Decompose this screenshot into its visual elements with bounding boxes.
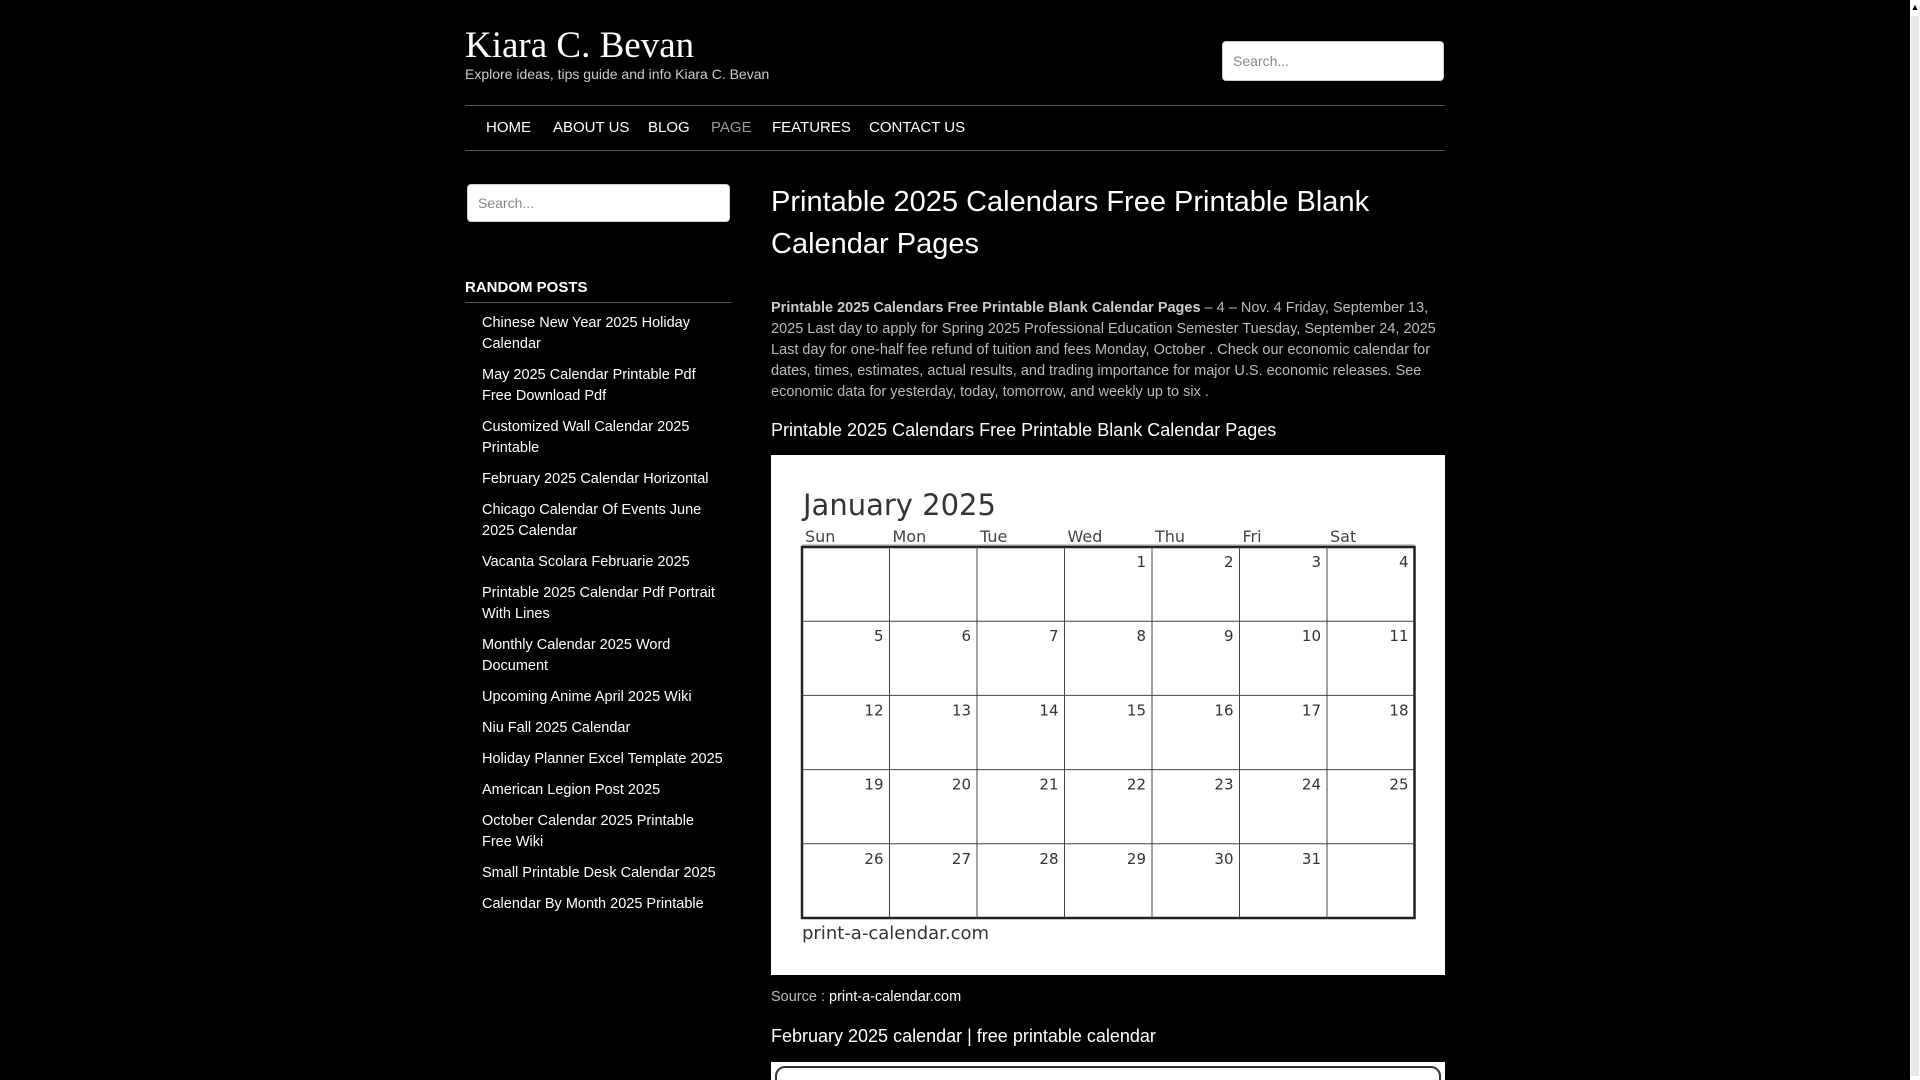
calendar-weekday-label: Thu: [1155, 527, 1186, 546]
calendar-day-number: 22: [1126, 775, 1146, 794]
nav-contact-us[interactable]: CONTACT US: [869, 119, 966, 136]
header-search-input[interactable]: Search...: [1222, 41, 1444, 81]
nav-home[interactable]: HOME: [486, 119, 531, 136]
calendar-day-number: 16: [1214, 701, 1234, 720]
image-heading: Printable 2025 Calendars Free Printable Blank Calendar Pages: [771, 420, 1277, 440]
calendar-day-number: 2: [1223, 553, 1234, 571]
calendar-footer-text: print-a-calendar.com: [802, 923, 990, 944]
calendar-day-number: 24: [1301, 775, 1321, 794]
calendar-weekday-label: Tue: [980, 527, 1008, 546]
main-nav: [465, 105, 1445, 151]
calendar-day-number: 3: [1311, 553, 1321, 571]
calendar-day-number: 9: [1223, 627, 1234, 646]
calendar-day-number: 31: [1301, 849, 1321, 868]
calendar-day-number: 18: [1389, 701, 1409, 720]
random-post-link[interactable]: Holiday Planner Excel Template 2025: [482, 751, 723, 767]
calendar-month-title: January 2025: [803, 488, 996, 522]
calendar-day-number: 12: [864, 701, 884, 720]
calendar-day-number: 4: [1398, 553, 1409, 571]
random-post-link[interactable]: Printable 2025 Calendar Pdf Portrait With Lines: [482, 585, 715, 622]
random-post-link[interactable]: American Legion Post 2025: [482, 782, 661, 798]
sidebar-search-input[interactable]: Search...: [467, 184, 730, 222]
post-intro-bold: Printable 2025 Calendars Free Printable Blank Calendar Pages: [771, 300, 1201, 316]
calendar-day-number: 8: [1136, 627, 1146, 646]
calendar-day-number: 7: [1048, 627, 1059, 646]
calendar-day-number: 28: [1039, 849, 1059, 868]
source-label: Source :: [771, 989, 830, 1005]
calendar-day-number: 26: [864, 849, 884, 868]
random-post-link[interactable]: Chicago Calendar Of Events June 2025 Calendar: [482, 502, 702, 539]
random-post-link[interactable]: May 2025 Calendar Printable Pdf Free Download Pdf: [482, 367, 696, 404]
site-brand: [465, 24, 769, 82]
second-calendar-frame: [775, 1066, 1441, 1080]
calendar-weekday-label: Sat: [1330, 527, 1357, 546]
scroll-up-icon[interactable]: ▲: [1910, 2, 1920, 12]
calendar-day-number: 29: [1126, 849, 1146, 868]
calendar-day-number: 21: [1039, 775, 1059, 794]
calendar-day-number: 10: [1301, 627, 1321, 646]
random-post-link[interactable]: February 2025 Calendar Horizontal: [482, 471, 709, 487]
nav-features[interactable]: FEATURES: [772, 119, 851, 136]
calendar-day-number: 14: [1039, 701, 1059, 720]
calendar-day-number: 13: [951, 701, 971, 720]
calendar-day-number: 17: [1301, 701, 1321, 720]
calendar-svg: [771, 455, 1445, 975]
calendar-day-number: 11: [1389, 627, 1409, 646]
random-post-link[interactable]: Niu Fall 2025 Calendar: [482, 720, 631, 736]
random-post-link[interactable]: Small Printable Desk Calendar 2025: [482, 865, 716, 881]
post-title: Printable 2025 Calendars Free Printable Blank Calendar Pages: [771, 186, 1370, 260]
source-link[interactable]: print-a-calendar.com: [829, 989, 962, 1005]
calendar-day-number: 15: [1126, 701, 1146, 720]
site-tagline: Explore ideas, tips guide and info Kiara C. Bevan: [465, 66, 770, 82]
calendar-weekday-label: Fri: [1242, 527, 1262, 546]
calendar-day-number: 30: [1214, 849, 1234, 868]
calendar-day-number: 20: [951, 775, 971, 794]
nav-about-us[interactable]: ABOUT US: [553, 119, 630, 136]
calendar-weekday-label: Wed: [1067, 527, 1103, 546]
calendar-day-number: 1: [1136, 553, 1146, 571]
random-post-link[interactable]: Vacanta Scolara Februarie 2025: [482, 554, 690, 570]
calendar-grid-border: [802, 547, 1415, 918]
calendar-day-number: 6: [961, 627, 971, 646]
calendar-day-number: 5: [873, 627, 884, 646]
random-post-link[interactable]: Customized Wall Calendar 2025 Printable: [482, 419, 690, 456]
calendar-weekday-label: Sun: [805, 527, 836, 546]
post-intro: [771, 298, 1445, 403]
calendar-day-number: 25: [1389, 775, 1409, 794]
post-intro-text: – 4 – Nov. 4 Friday, September 13, 2025 Last day to apply for Spring 2025 Professional Education Semester Tuesday, September 24, 2025 Last day for one-half fee refund of tuition and fees Monday, October . Check our economic calendar for dates, times, estimates, actual results, and trading importance for major U.S. economic releases. See economic data for yesterday, today, tomorrow, and weekly up to six .: [771, 300, 1436, 400]
calendar-day-number: 23: [1214, 775, 1234, 794]
random-post-link[interactable]: Calendar By Month 2025 Printable: [482, 896, 704, 912]
random-posts-heading: RANDOM POSTS: [465, 279, 731, 303]
random-post-link[interactable]: October Calendar 2025 Printable Free Wiki: [482, 813, 694, 850]
calendar-weekday-label: Mon: [892, 527, 927, 546]
random-post-link[interactable]: Chinese New Year 2025 Holiday Calendar: [482, 315, 690, 352]
source-line: [771, 989, 961, 1005]
second-calendar-image[interactable]: [771, 1062, 1445, 1080]
second-heading: February 2025 calendar | free printable calendar: [771, 1026, 1156, 1046]
calendar-day-number: 19: [864, 775, 884, 794]
nav-page[interactable]: PAGE: [711, 119, 752, 136]
random-post-link[interactable]: Monthly Calendar 2025 Word Document: [482, 637, 671, 674]
calendar-day-number: 27: [951, 849, 971, 868]
site-title[interactable]: Kiara C. Bevan: [465, 25, 695, 66]
random-post-link[interactable]: Upcoming Anime April 2025 Wiki: [482, 689, 692, 705]
calendar-image[interactable]: [771, 455, 1445, 975]
scrollbar[interactable]: [1910, 0, 1920, 1080]
scroll-thumb[interactable]: [1911, 16, 1919, 1076]
nav-blog[interactable]: BLOG: [648, 119, 690, 136]
